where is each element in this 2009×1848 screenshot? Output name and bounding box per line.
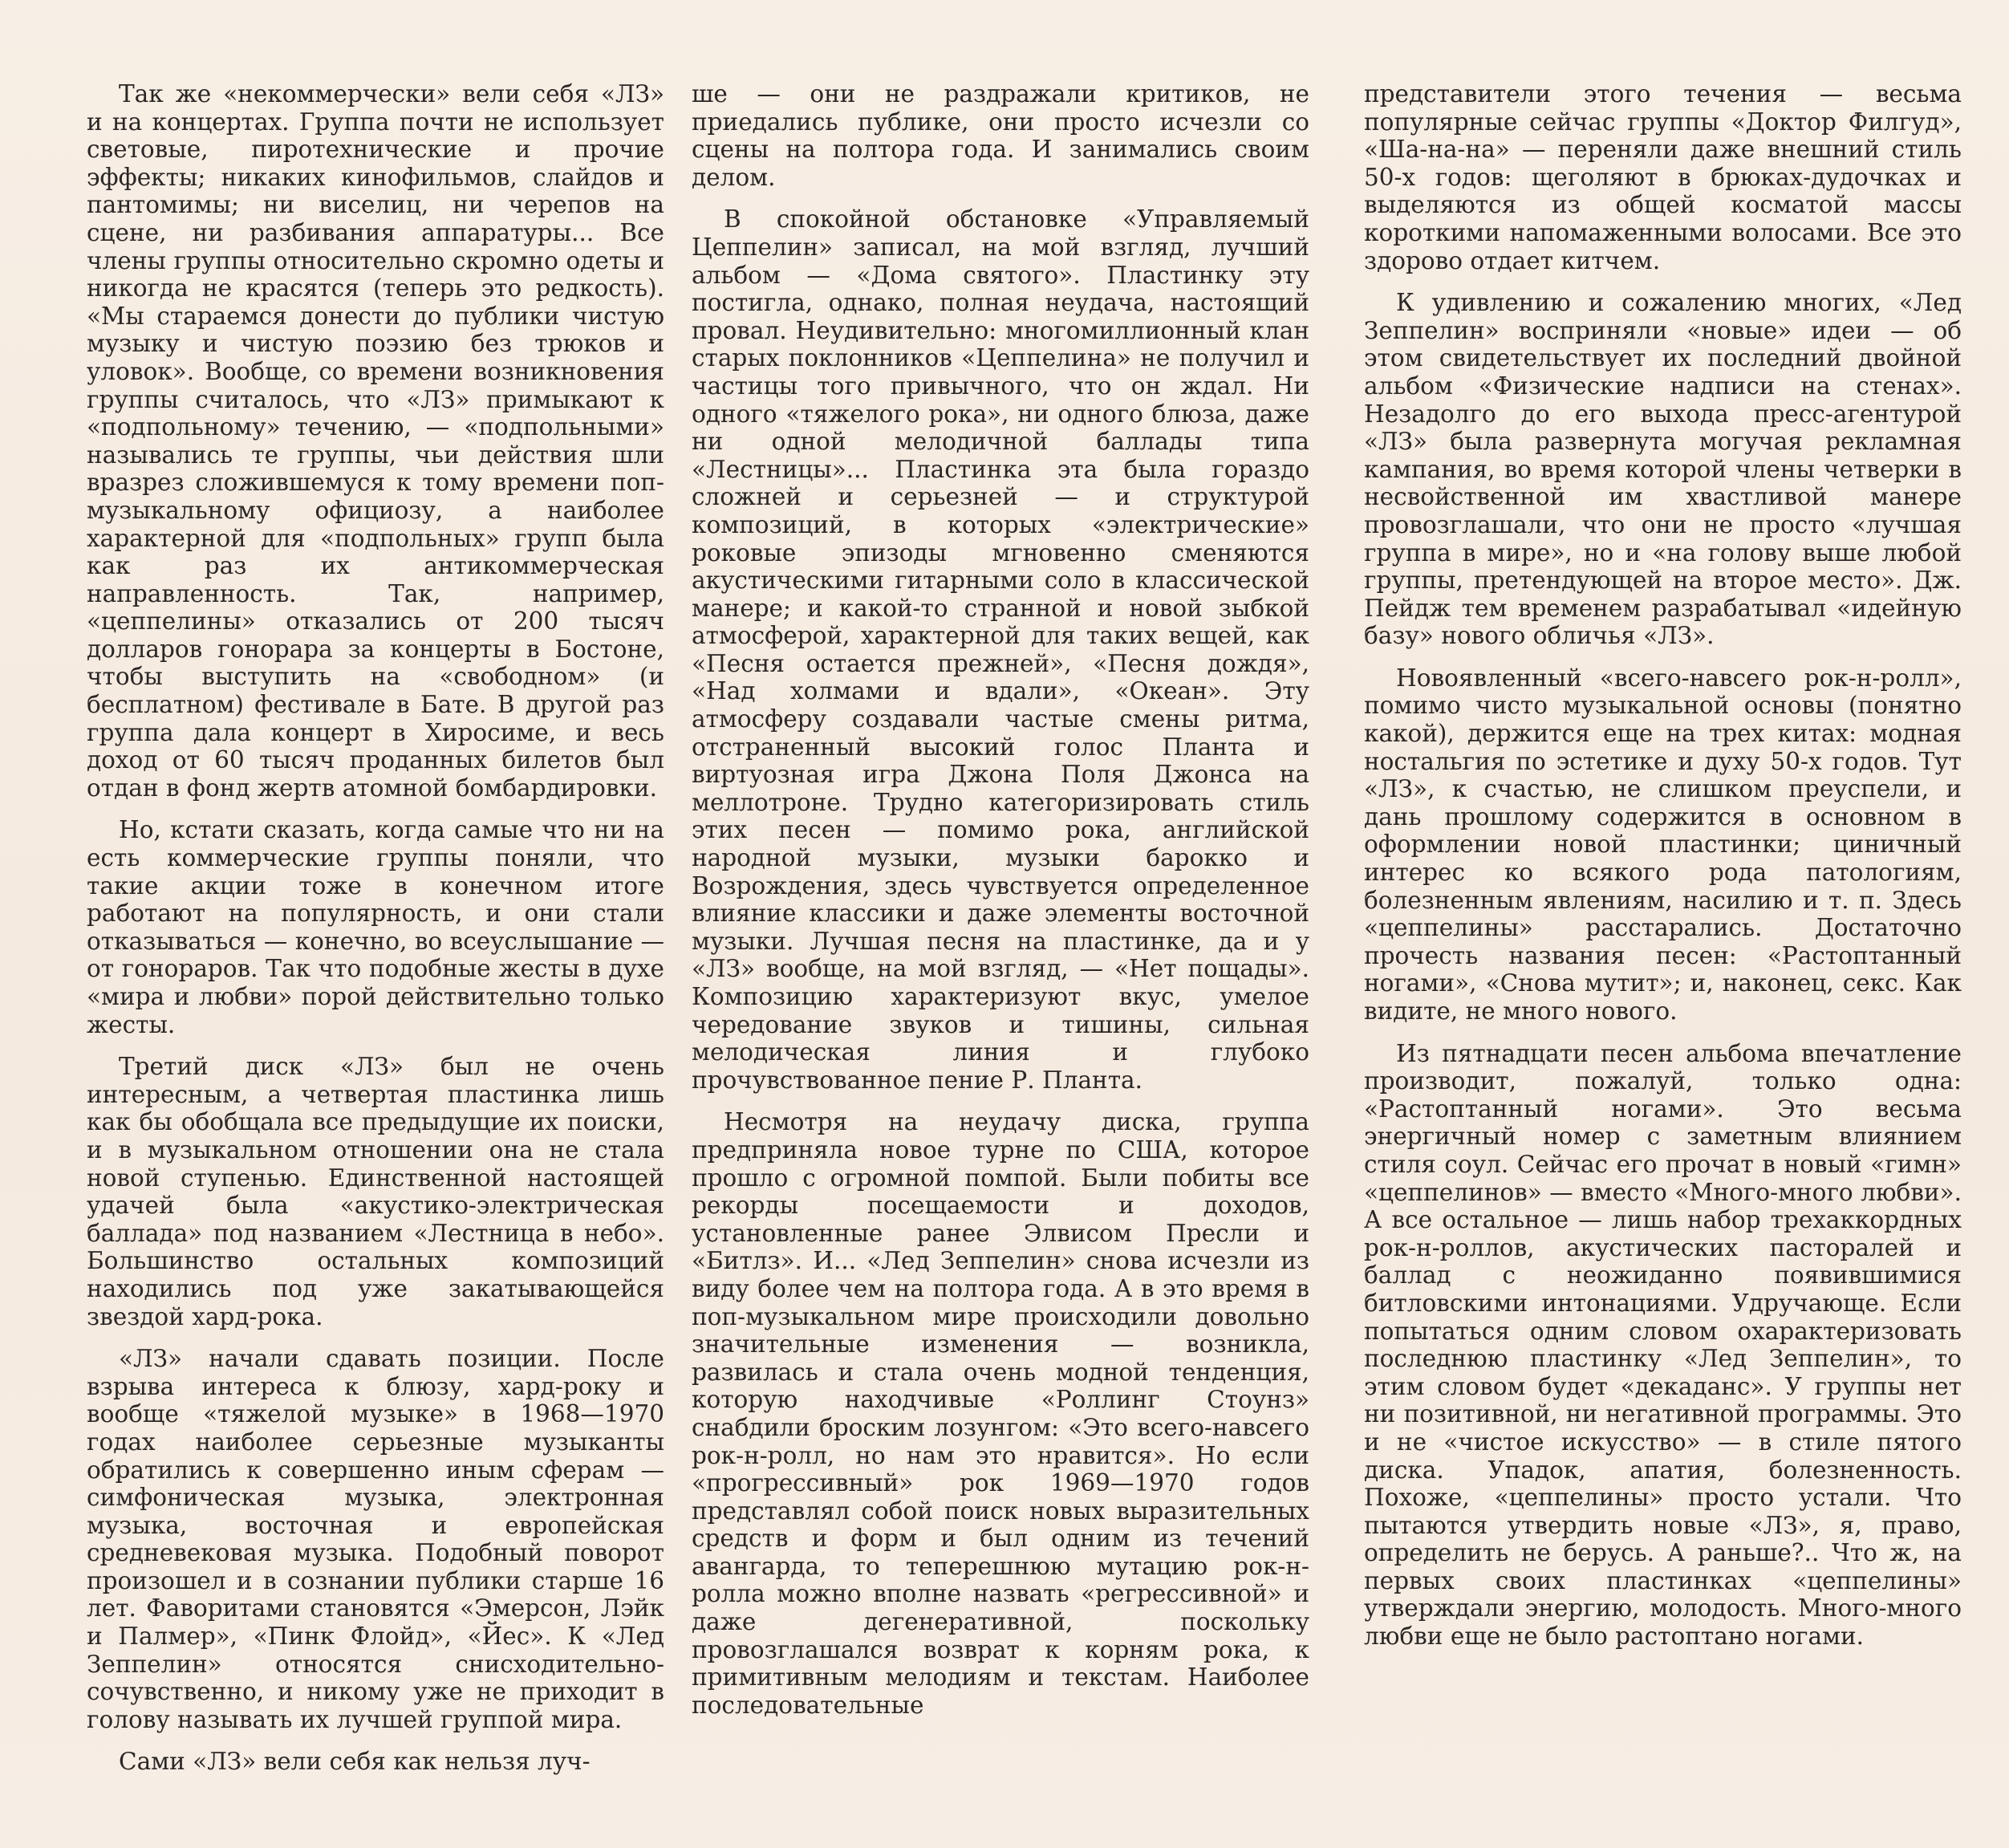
article-column-3 xyxy=(1364,80,1962,1838)
paragraph: Новоявленный «всего-навсего рок-н-ролл», помимо чисто музыкальной основы (понятно какой), держится еще на трех китах: модная ностальгия по эстетике и духу 50-х годов. Тут «ЛЗ», к счастью, не слишком преуспели, и дань прошлому содержится в основном в оформлении новой пластинки; циничный интерес ко всякого рода патологиям, болезненным явлениям, насилию и т. п. Здесь «цеппелины» расстарались. Достаточно прочесть названия песен: «Растоптанный ногами», «Снова мутит»; и, наконец, секс. Как видите, не много нового. xyxy=(1364,664,1962,1025)
paragraph: Третий диск «ЛЗ» был не очень интересным, а четвертая пластинка лишь как бы обобщала все предыдущие их поиски, и в музыкальном отношении она не стала новой ступенью. Единственной настоящей удачей была «акустико-электрическая баллада» под названием «Лестница в небо». Большинство остальных композиций находились под уже закатывающейся звездой хард-рока. xyxy=(87,1053,664,1330)
paragraph: ше — они не раздражали критиков, не приедались публике, они просто исчезли со сцены на полтора года. И занимались своим делом. xyxy=(692,80,1309,191)
paragraph: представители этого течения — весьма популярные сейчас группы «Доктор Филгуд», «Ша-на-на» — переняли даже внешний стиль 50-х годов: щеголяют в брюках-дудочках и выделяются из общей косматой массы короткими напомаженными волосами. Все это здорово отдает китчем. xyxy=(1364,80,1962,274)
paragraph: К удивлению и сожалению многих, «Лед Зеппелин» восприняли «новые» идеи — об этом свидетельствует их последний двойной альбом «Физические надписи на стенах». Незадолго до его выхода пресс-агентурой «ЛЗ» была развернута могучая рекламная кампания, во время которой члены четверки в несвойственной им хвастливой манере провозглашали, что они не просто «лучшая группа в мире», но и «на голову выше любой группы, претендующей на второе место». Дж. Пейдж тем временем разрабатывал «идейную базу» нового обличья «ЛЗ». xyxy=(1364,289,1962,650)
paragraph: Из пятнадцати песен альбома впечатление производит, пожалуй, только одна: «Растоптанный ногами». Это весьма энергичный номер с заметным влиянием стиля соул. Сейчас его прочат в новый «гимн» «цеппелинов» — вместо «Много-много любви». А все остальное — лишь набор трехаккордных рок-н-роллов, акустических пасторалей и баллад с неожиданно появившимися битловскими интонациями. Удручающе. Если попытаться одним словом охарактеризовать последнюю пластинку «Лед Зеппелин», то этим словом будет «декаданс». У группы нет ни позитивной, ни негативной программы. Это и не «чистое искусство» — в стиле пятого диска. Упадок, апатия, болезненность. Похоже, «цеппелины» просто устали. Что пытаются утвердить новые «ЛЗ», я, право, определить не берусь. А раньше?.. Что ж, на первых своих пластинках «цеппелины» утверждали энергию, молодость. Много-много любви еще не было растоптано ногами. xyxy=(1364,1039,1962,1651)
article-column-1 xyxy=(87,80,664,1838)
paragraph: Несмотря на неудачу диска, группа предприняла новое турне по США, которое прошло с огромной помпой. Были побиты все рекорды посещаемости и доходов, установленные ранее Элвисом Пресли и «Битлз». И... «Лед Зеппелин» снова исчезли из виду более чем на полтора года. А в это время в поп-музыкальном мире происходили довольно значительные изменения — возникла, развилась и стала очень модной тенденция, которую находчивые «Роллинг Стоунз» снабдили броским лозунгом: «Это всего-навсего рок-н-ролл, но нам это нравится». Но если «прогрессивный» рок 1969—1970 годов представлял собой поиск новых выразительных средств и форм и был одним из течений авангарда, то теперешнюю мутацию рок-н-ролла можно вполне назвать «регрессивной» и даже дегенеративной, поскольку провозглашался возврат к корням рока, к примитивным мелодиям и текстам. Наиболее последовательные xyxy=(692,1108,1309,1719)
paragraph: Так же «некоммерчески» вели себя «ЛЗ» и на концертах. Группа почти не использует световые, пиротехнические и прочие эффекты; никаких кинофильмов, слайдов и пантомимы; ни виселиц, ни черепов на сцене, ни разбивания аппаратуры... Все члены группы относительно скромно одеты и никогда не красятся (теперь это редкость). «Мы стараемся донести до публики чистую музыку и чистую поэзию без трюков и уловок». Вообще, со времени возникновения группы считалось, что «ЛЗ» примыкают к «подпольному» течению, — «подпольными» назывались те группы, чьи действия шли вразрез сложившемуся к тому времени поп-музыкальному официозу, а наиболее характерной для «подпольных» групп была как раз их антикоммерческая направленность. Так, например, «цеппелины» отказались от 200 тысяч долларов гонорара за концерты в Бостоне, чтобы выступить на «свободном» (и бесплатном) фестивале в Бате. В другой раз группа дала концерт в Хиросиме, и весь доход от 60 тысяч проданных билетов был отдан в фонд жертв атомной бомбардировки. xyxy=(87,80,664,802)
paragraph: «ЛЗ» начали сдавать позиции. После взрыва интереса к блюзу, хард-року и вообще «тяжелой музыке» в 1968—1970 годах наиболее серьезные музыканты обратились к совершенно иным сферам — симфоническая музыка, электронная музыка, восточная и европейская средневековая музыка. Подобный поворот произошел и в сознании публики старше 16 лет. Фаворитами становятся «Эмерсон, Лэйк и Палмер», «Пинк Флойд», «Йес». К «Лед Зеппелин» относятся снисходительно-сочувственно, и никому уже не приходит в голову называть их лучшей группой мира. xyxy=(87,1345,664,1733)
article-column-2 xyxy=(692,80,1309,1838)
paragraph: Сами «ЛЗ» вели себя как нельзя луч- xyxy=(119,1748,591,1776)
paragraph: В спокойной обстановке «Управляемый Цеппелин» записал, на мой взгляд, лучший альбом — «Дома святого». Пластинку эту постигла, однако, полная неудача, настоящий провал. Неудивительно: многомиллионный клан старых поклонников «Цеппелина» не получил и частицы того привычного, что он ждал. Ни одного «тяжелого рока», ни одного блюза, даже ни одной мелодичной баллады типа «Лестницы»... Пластинка эта была гораздо сложней и серьезней — и структурой композиций, в которых «электрические» роковые эпизоды мгновенно сменяются акустическими гитарными соло в классической манере; и какой-то странной и новой зыбкой атмосферой, характерной для таких вещей, как «Песня остается прежней», «Песня дождя», «Над холмами и вдали», «Океан». Эту атмосферу создавали частые смены ритма, отстраненный высокий голос Планта и виртуозная игра Джона Поля Джонса на меллотроне. Трудно категоризировать стиль этих песен — помимо рока, английской народной музыки, музыки барокко и Возрождения, здесь чувствуется определенное влияние классики и даже элементы восточной музыки. Лучшая песня на пластинке, да и у «ЛЗ» вообще, на мой взгляд, — «Нет пощады». Композицию характеризуют вкус, умелое чередование звуков и тишины, сильная мелодическая линия и глубоко прочувствованное пение Р. Планта. xyxy=(692,205,1309,1094)
paragraph: Но, кстати сказать, когда самые что ни на есть коммерческие группы поняли, что такие акции тоже в конечном итоге работают на популярность, и они стали отказываться — конечно, во всеуслышание — от гонораров. Так что подобные жесты в духе «мира и любви» порой действительно только жесты. xyxy=(87,816,664,1038)
